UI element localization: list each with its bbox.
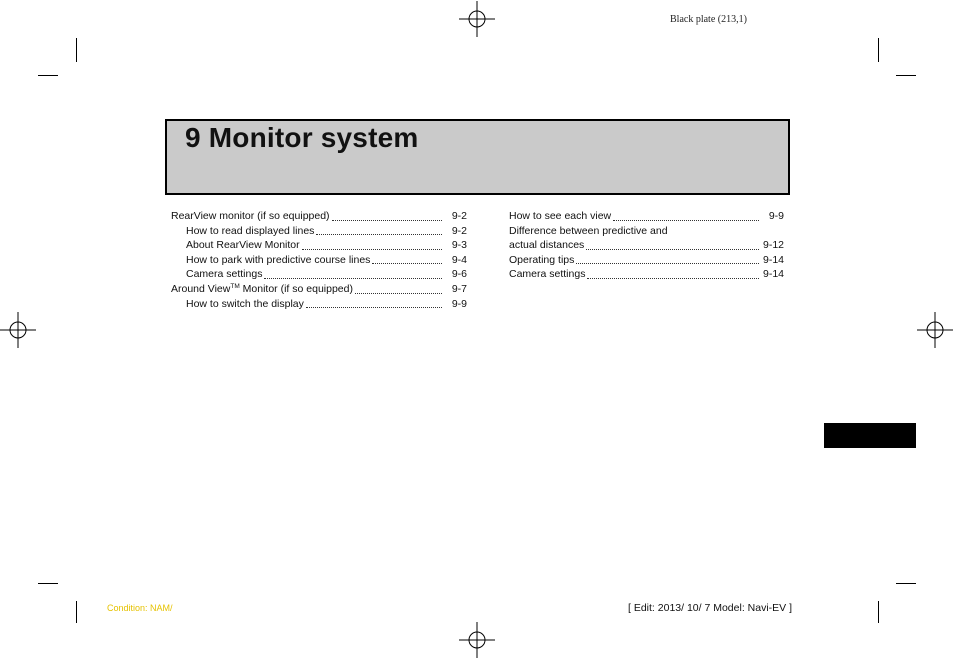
toc-entry-page: 9-6 xyxy=(451,268,467,281)
toc-entry[interactable] xyxy=(171,224,467,239)
toc-entry-title: How to see each view xyxy=(509,210,612,222)
toc-entry[interactable] xyxy=(509,253,784,268)
plate-label: Black plate (213,1) xyxy=(670,14,747,25)
toc-left-column xyxy=(171,209,467,311)
toc-entry-page: 9-3 xyxy=(451,239,467,252)
toc-entry-page: 9-12 xyxy=(762,239,784,252)
toc-entry-title-part: Monitor (if so equipped) xyxy=(239,282,353,295)
toc-entry-title: RearView monitor (if so equipped) xyxy=(171,210,330,222)
toc-leader xyxy=(264,277,442,279)
toc-leader xyxy=(306,306,442,308)
toc-entry-title: actual distances xyxy=(509,239,585,252)
crop-mark xyxy=(878,601,879,623)
crop-mark xyxy=(76,601,77,623)
toc-entry-title: Camera settings xyxy=(186,268,263,281)
toc-entry-page: 9-7 xyxy=(451,282,467,295)
toc-entry[interactable] xyxy=(171,253,467,268)
registration-mark-icon xyxy=(917,312,953,348)
crop-mark xyxy=(896,75,916,76)
toc-entry-page: 9-14 xyxy=(762,268,784,281)
toc-entry[interactable] xyxy=(509,267,784,282)
condition-label: Condition: NAM/ xyxy=(107,603,173,613)
toc-entry-line xyxy=(509,238,784,253)
toc-entry-title: How to park with predictive course lines xyxy=(186,253,371,266)
toc-entry-page: 9-2 xyxy=(451,224,467,237)
toc-entry-title: Camera settings xyxy=(509,268,586,281)
toc-leader xyxy=(355,292,442,294)
toc-entry-title: How to switch the display xyxy=(186,297,304,310)
toc-entry-title-part: Around View xyxy=(171,282,231,295)
toc-leader xyxy=(302,248,442,250)
trademark-superscript: TM xyxy=(230,282,240,290)
toc-leader xyxy=(576,262,759,264)
toc-entry-page: 9-14 xyxy=(762,253,784,266)
toc-entry[interactable] xyxy=(171,297,467,312)
toc-leader xyxy=(332,219,442,221)
toc-entry[interactable] xyxy=(171,209,467,224)
toc-leader xyxy=(613,219,759,221)
registration-mark-icon xyxy=(459,622,495,658)
toc-leader xyxy=(316,233,442,235)
edit-info-label: [ Edit: 2013/ 10/ 7 Model: Navi-EV ] xyxy=(628,602,793,614)
chapter-title: 9 Monitor system xyxy=(185,122,419,153)
registration-mark-icon xyxy=(0,312,36,348)
toc-entry[interactable] xyxy=(171,267,467,282)
toc-entry-page: 9-2 xyxy=(451,210,467,222)
toc-entry-title: Operating tips xyxy=(509,253,575,266)
toc-entry-page: 9-9 xyxy=(451,297,467,310)
toc-leader xyxy=(587,277,759,279)
toc-entry-page: 9-4 xyxy=(451,253,467,266)
crop-mark xyxy=(38,75,58,76)
toc-entry-title: About RearView Monitor xyxy=(186,239,300,252)
crop-mark xyxy=(896,583,916,584)
crop-mark xyxy=(38,583,58,584)
toc-entry-title xyxy=(171,282,353,297)
toc-leader xyxy=(372,262,442,264)
toc-entry[interactable] xyxy=(509,209,784,224)
toc-right-column xyxy=(509,209,784,282)
toc-leader xyxy=(586,248,759,250)
registration-mark-icon xyxy=(459,1,495,37)
crop-mark xyxy=(878,38,879,62)
toc-entry-title: Difference between predictive and xyxy=(509,224,668,237)
toc-entry-title: How to read displayed lines xyxy=(186,224,315,237)
toc-entry[interactable] xyxy=(171,282,467,297)
chapter-thumb-tab xyxy=(824,423,916,448)
crop-mark xyxy=(76,38,77,62)
toc-entry[interactable] xyxy=(509,224,784,253)
toc-entry-page: 9-9 xyxy=(768,210,784,222)
toc-entry[interactable] xyxy=(171,238,467,253)
